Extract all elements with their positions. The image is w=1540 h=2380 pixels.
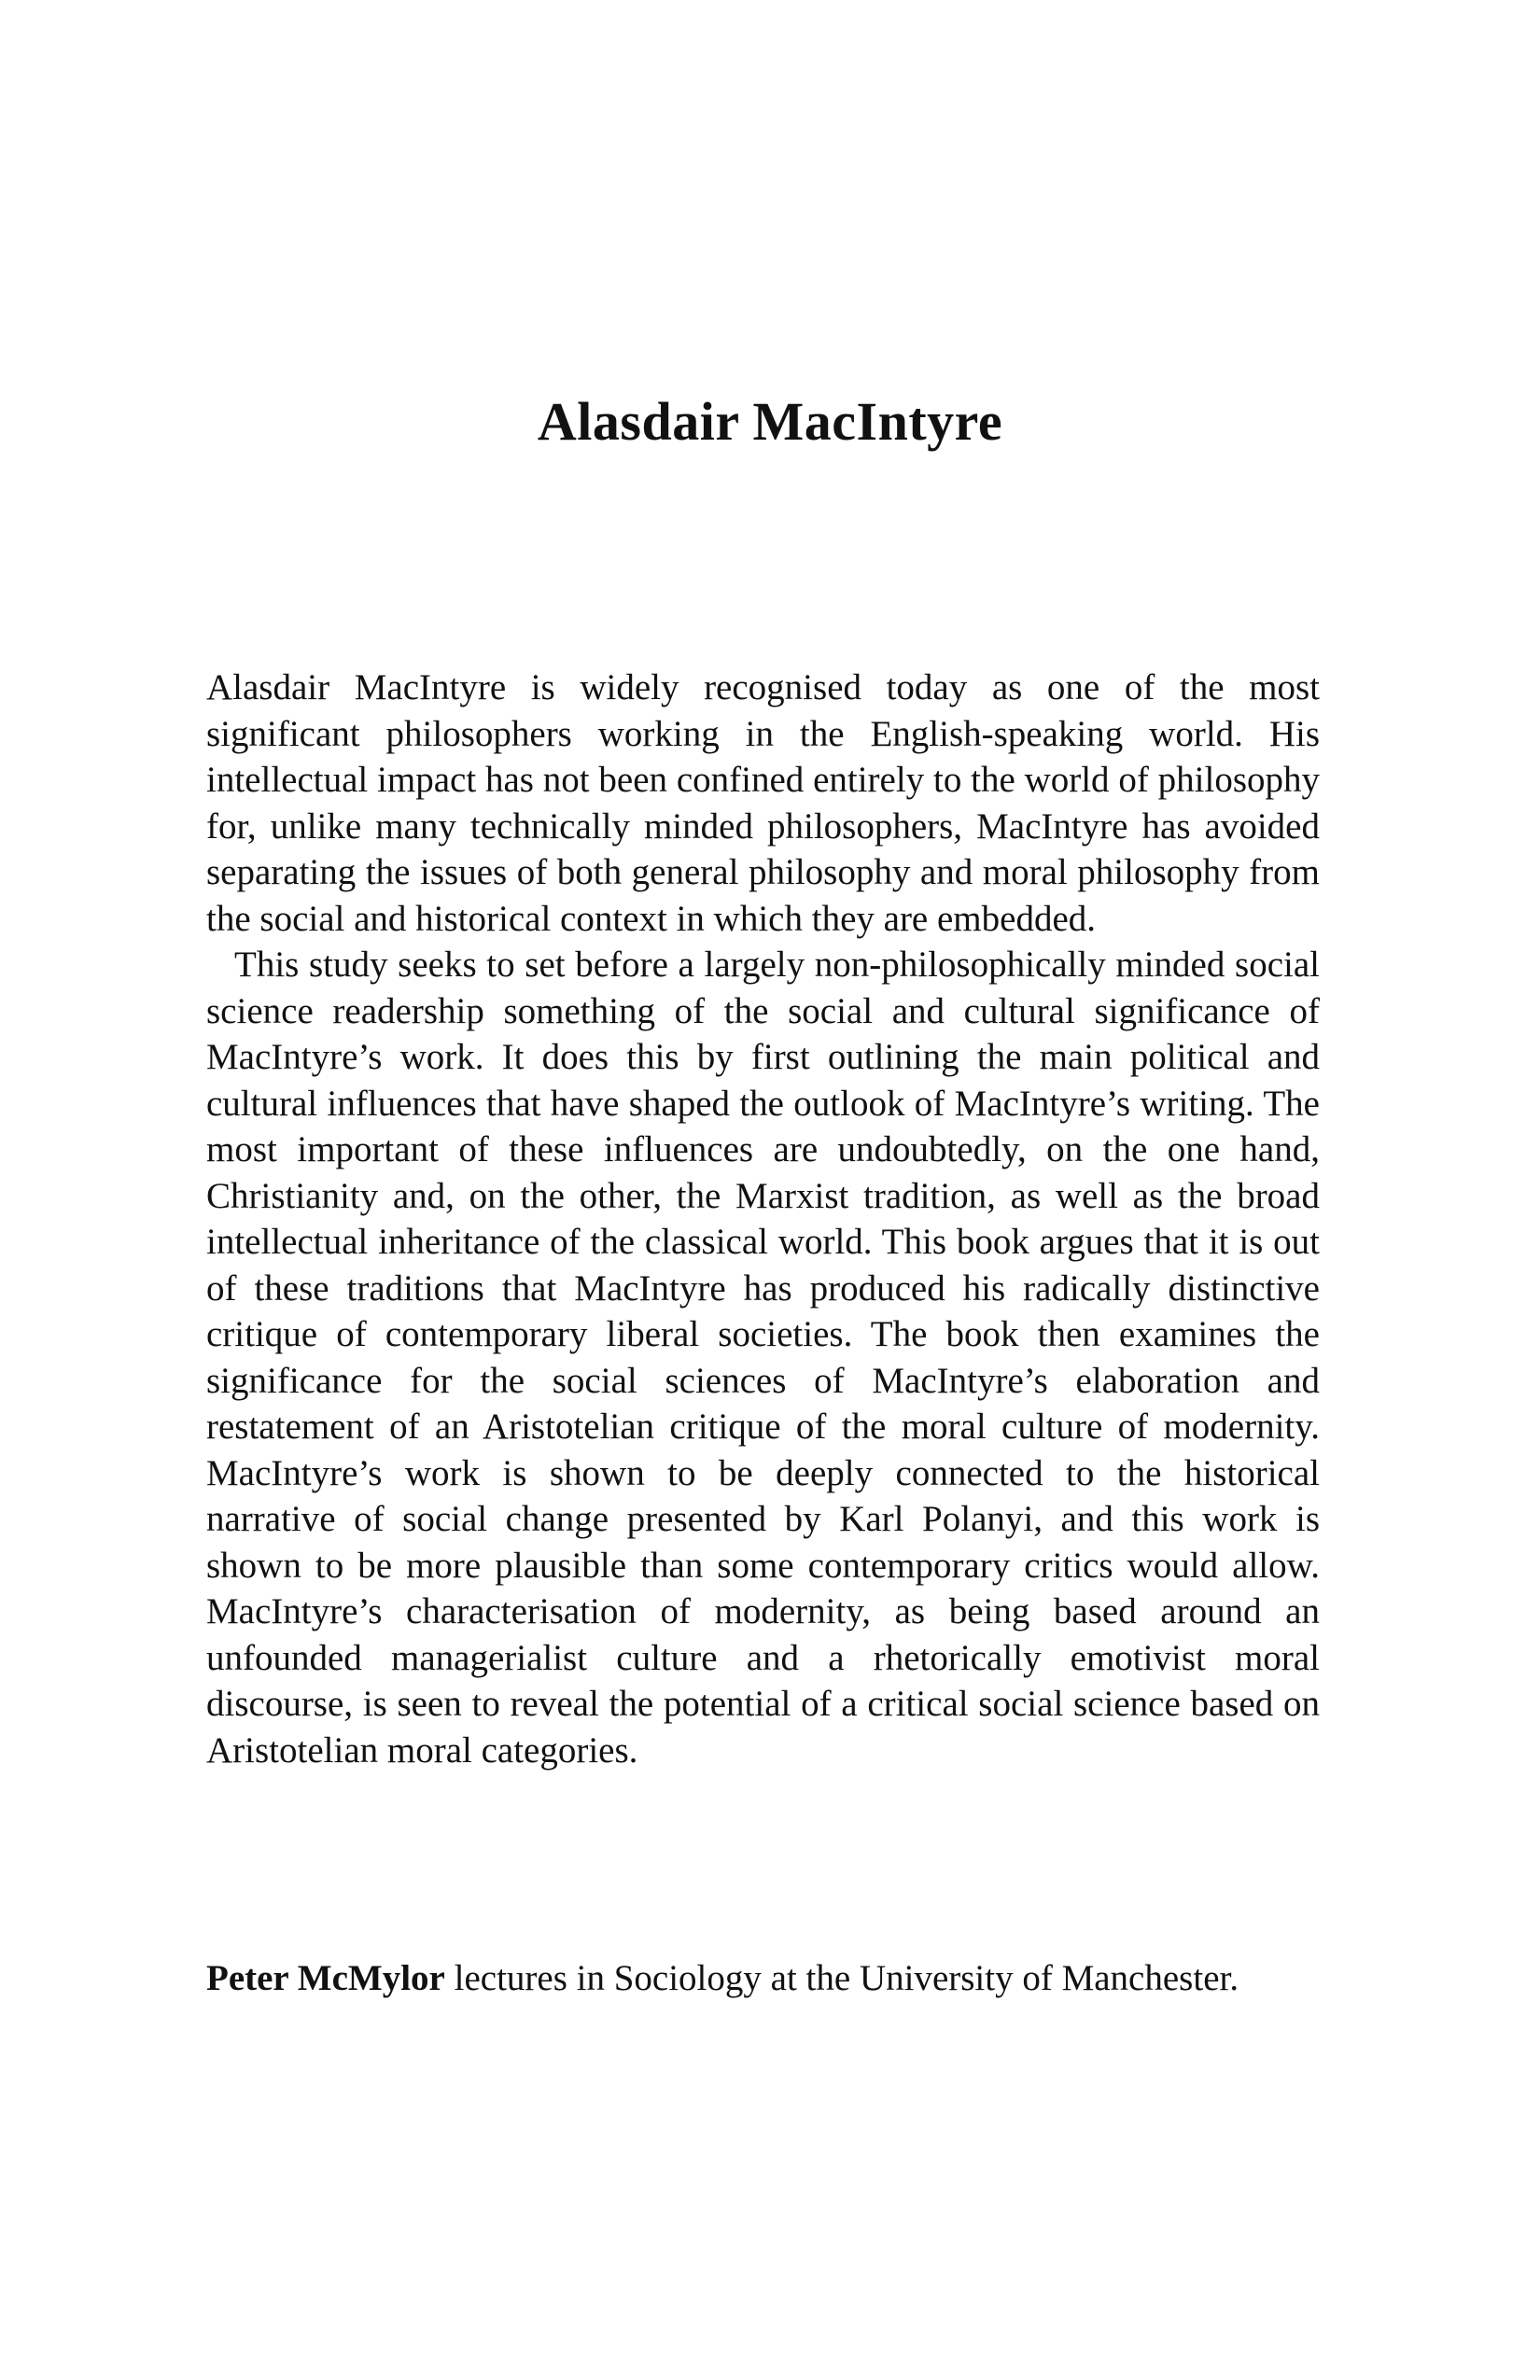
author-note-text: lectures in Sociology at the University of Manchester. bbox=[444, 1958, 1239, 1998]
blurb-paragraph-1: Alasdair MacIntyre is widely recognised today as one of the most significant philosophers working in the English-speaking world. His intellectual impact has not been confined entirely to the world of philosophy for, unlike many technically minded philosophers, MacIntyre has avoided separating the issues of both general philosophy and moral philosophy from the social and historical context in which they are embedded. bbox=[206, 667, 1320, 939]
author-name: Peter McMylor bbox=[206, 1958, 445, 1998]
page-title: Alasdair MacIntyre bbox=[537, 391, 1003, 452]
blurb-paragraph-2: This study seeks to set before a largely non-philosophically minded social science readership something of the social and cultural significance of MacIntyre’s work. It does this by first outlining the main political and cultural influences that have shaped the outlook of MacIntyre’s writing. The most important of these influences are undoubtedly, on the one hand, Christianity and, on the other, the Marxist tradition, as well as the broad intellectual inheritance of the classical world. This book argues that it is out of these traditions that MacIntyre has produced his radically distinctive critique of contemporary liberal societies. The book then examines the significance for the social sciences of MacIntyre’s elaboration and restatement of an Aristotelian critique of the moral culture of modernity. MacIntyre’s work is shown to be deeply connected to the historical narrative of social change presented by Karl Polanyi, and this work is shown to be more plausible than some contemporary critics would allow. MacIntyre’s characterisation of modernity, as being based around an unfounded managerialist culture and a rhetorically emotivist moral discourse, is seen to reveal the potential of a critical social science based on Aristotelian moral categories. bbox=[206, 945, 1320, 1771]
blurb-body bbox=[206, 665, 1320, 1773]
author-note bbox=[206, 1955, 1320, 2002]
